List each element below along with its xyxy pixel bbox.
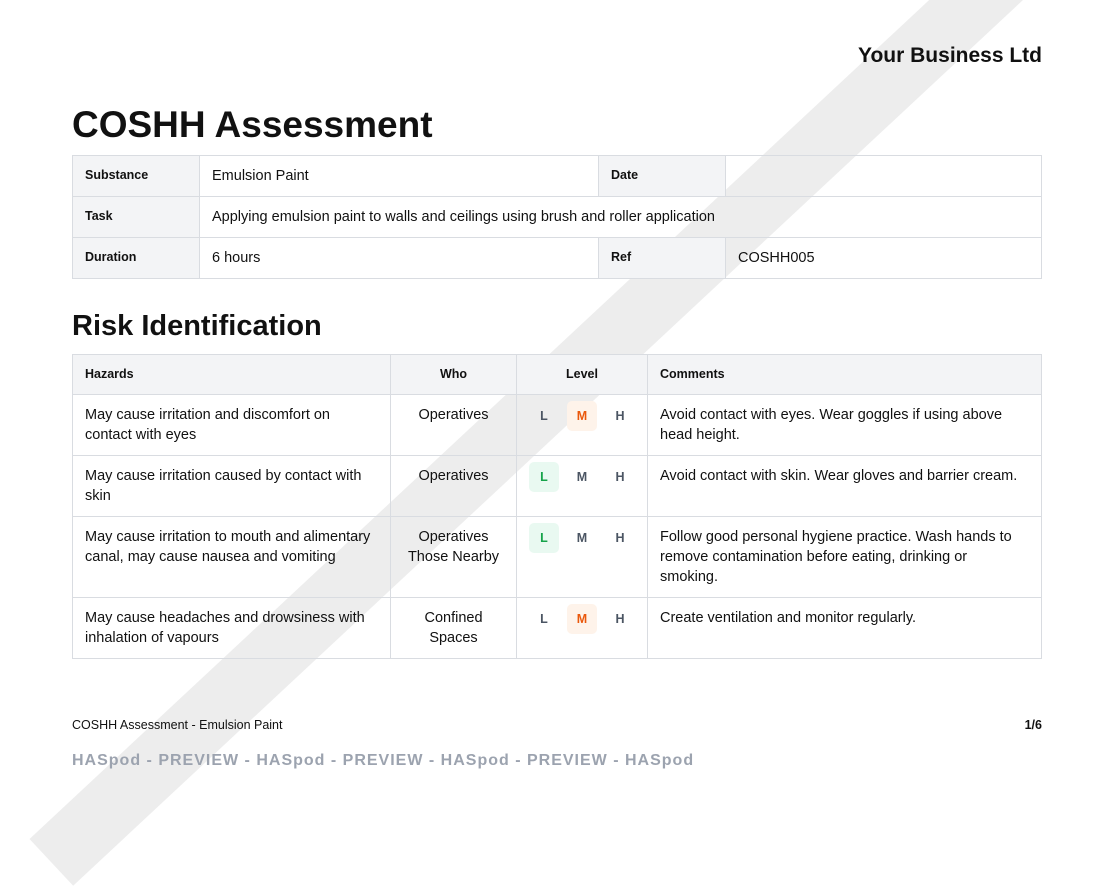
preview-watermark: HASpod - PREVIEW - HASpod - PREVIEW - HASpod - PREVIEW - HASpod <box>72 752 695 769</box>
table-row <box>73 598 1042 659</box>
hazard-cell: May cause irritation and discomfort on contact with eyes <box>73 395 391 456</box>
page-number: 1/6 <box>1024 718 1042 732</box>
hazard-cell: May cause headaches and drowsiness with inhalation of vapours <box>73 598 391 659</box>
level-l: L <box>529 523 559 553</box>
who-cell: Operatives <box>391 395 517 456</box>
level-h: H <box>615 409 625 423</box>
level-h: H <box>615 531 625 545</box>
hazard-cell: May cause irritation caused by contact with skin <box>73 456 391 517</box>
table-row <box>73 517 1042 598</box>
level-h: H <box>615 612 625 626</box>
comment-cell: Follow good personal hygiene practice. Wash hands to remove contamination before eating, drinking or smoking. <box>648 517 1042 598</box>
hazard-cell: May cause irritation to mouth and alimentary canal, may cause nausea and vomiting <box>73 517 391 598</box>
header-comments: Comments <box>648 355 1042 395</box>
page-title: COSHH Assessment <box>72 104 433 145</box>
level-cell <box>517 456 648 517</box>
date-value <box>726 156 1042 197</box>
task-value: Applying emulsion paint to walls and ceilings using brush and roller application <box>200 197 1042 238</box>
table-row <box>73 395 1042 456</box>
header-level: Level <box>517 355 648 395</box>
header-who: Who <box>391 355 517 395</box>
section-heading: Risk Identification <box>72 310 322 342</box>
level-cell <box>517 517 648 598</box>
comment-cell: Avoid contact with eyes. Wear goggles if using above head height. <box>648 395 1042 456</box>
date-label: Date <box>599 156 726 197</box>
level-m: M <box>576 470 588 484</box>
footer-title: COSHH Assessment - Emulsion Paint <box>72 718 283 732</box>
duration-value: 6 hours <box>200 238 599 279</box>
details-table <box>72 155 1042 279</box>
who-cell: Confined Spaces <box>391 598 517 659</box>
substance-value: Emulsion Paint <box>200 156 599 197</box>
table-row <box>73 456 1042 517</box>
task-label: Task <box>73 197 200 238</box>
level-cell <box>517 598 648 659</box>
level-l: L <box>529 462 559 492</box>
who-cell: Operatives <box>391 456 517 517</box>
business-name: Your Business Ltd <box>858 44 1042 67</box>
ref-value: COSHH005 <box>726 238 1042 279</box>
risk-table <box>72 354 1042 659</box>
level-l: L <box>540 409 548 423</box>
substance-label: Substance <box>73 156 200 197</box>
comment-cell: Avoid contact with skin. Wear gloves and barrier cream. <box>648 456 1042 517</box>
level-m: M <box>567 401 597 431</box>
level-m: M <box>567 604 597 634</box>
ref-label: Ref <box>599 238 726 279</box>
level-h: H <box>615 470 625 484</box>
who-cell: Operatives Those Nearby <box>391 517 517 598</box>
level-m: M <box>576 531 588 545</box>
level-cell <box>517 395 648 456</box>
duration-label: Duration <box>73 238 200 279</box>
comment-cell: Create ventilation and monitor regularly. <box>648 598 1042 659</box>
header-hazards: Hazards <box>73 355 391 395</box>
level-l: L <box>540 612 548 626</box>
